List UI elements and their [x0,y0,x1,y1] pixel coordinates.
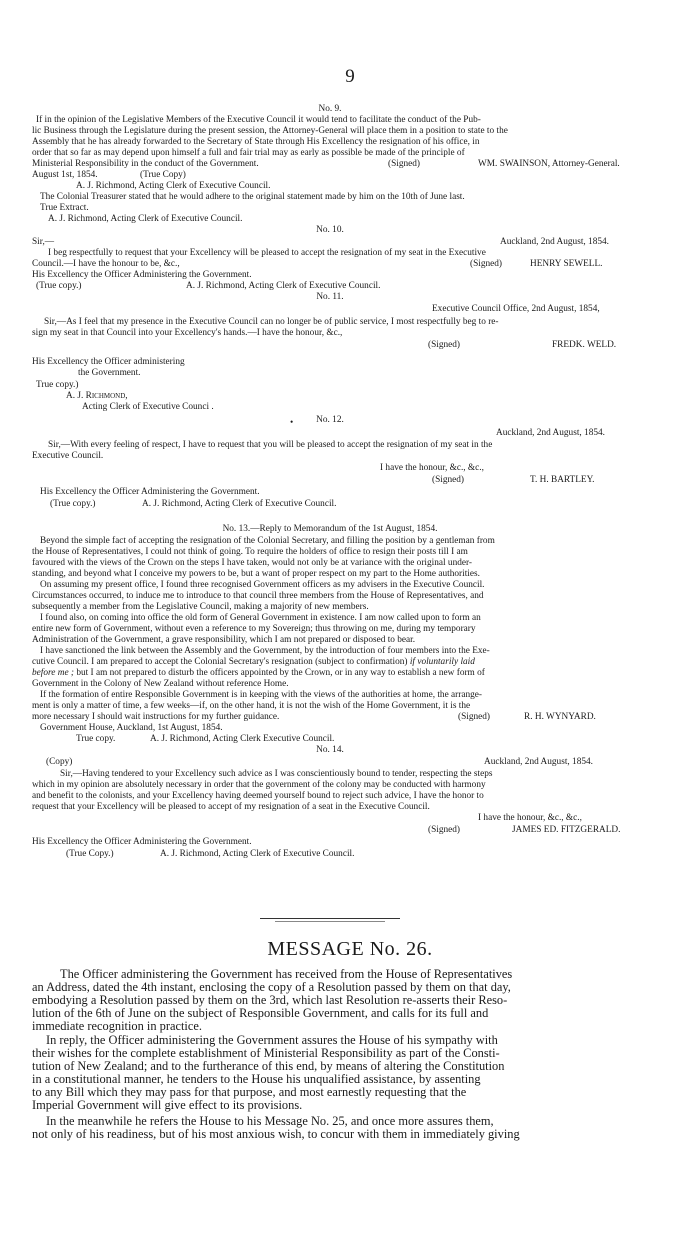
no14-clerk: A. J. Richmond, Acting Clerk of Executive Council. [160,849,355,859]
no11-signed: (Signed) [428,340,461,350]
no13-line [32,668,632,678]
no13-true-copy: True copy. [76,734,116,744]
message-line: their wishes for the complete establishment of Ministerial Responsibility as part of the Consti- [32,1046,500,1060]
no11-addressee: the Government. [78,368,141,378]
no13-line: I have sanctioned the link between the Assembly and the Government, by the introduction of four members into the Exe- [40,646,490,656]
no13-line: the House of Representatives, I could not think of going. To require the holders of office to resign their posts till I am [32,547,468,557]
no14-addressee: His Excellency the Officer Administering the Government. [32,837,252,847]
no13-line: Administration of the Government, a grave responsibility, which I am not prepared or disposed to bear. [32,635,416,645]
no13-line: entire new form of Government, without even a reference to my Sovereign; thus throwing on me, during my temporary [32,624,476,634]
message-line: to any Bill which they may pass for that purpose, and most earnestly requesting that the [32,1085,467,1099]
no9-date: August 1st, 1854. [32,170,98,180]
no11-clerk-title: Acting Clerk of Executive Counci . [82,402,214,412]
message-line: embodying a Resolution passed by them on the 3rd, which last Resolution re-asserts their Reso- [32,993,508,1007]
no10-line: I beg respectfully to request that your Excellency will be pleased to accept the resignation of my seat in the Executive [48,248,486,258]
no12-addressee: His Excellency the Officer Administering the Government. [40,487,260,497]
no9-true-copy: (True Copy) [140,170,186,180]
no14-date: Auckland, 2nd August, 1854. [484,757,593,767]
no13-text: but I am not prepared to disturb the officers appointed by the Crown, or in any way to establish a new form of [76,668,485,678]
no9-clerk: A. J. Richmond, Acting Clerk of Executive Council. [48,214,243,224]
no13-line: more necessary I should wait instructions for my further guidance. [32,712,280,722]
message-line: The Officer administering the Government has received from the House of Representatives [60,967,513,981]
message-line: tution of New Zealand; and to the furtherance of this end, by means of altering the Constitution [32,1059,505,1073]
no12-line: Executive Council. [32,451,104,461]
no13-line: subsequently a member from the Legislative Council, making a majority of new members. [32,602,369,612]
message-line: Imperial Government will give effect to its provisions. [32,1098,303,1112]
message-line: immediate recognition in practice. [32,1019,202,1033]
no9-treasurer: The Colonial Treasurer stated that he would adhere to the original statement made by him on the 10th of June last. [40,192,465,202]
no10-date: Auckland, 2nd August, 1854. [500,237,609,247]
no10-clerk: A. J. Richmond, Acting Clerk of Executive Council. [186,281,381,291]
no14-heading: No. 14. [316,745,344,755]
no13-line: Beyond the simple fact of accepting the resignation of the Colonial Secretary, and filling the position by a gentleman from [40,536,495,546]
no14-signatory: JAMES ED. FITZGERALD. [512,825,621,835]
no9-line: order that so far as may depend upon himself a full and fair trial may as early as possible be made of the principle of [32,148,465,158]
no13-line: I found also, on coming into office the old form of General Government in existence. I am now called upon to form an [40,613,481,623]
no14-closing: I have the honour, &c., &c., [478,813,582,823]
no14-line: and benefit to the colonists, and your Excellency having deemed yourself bound to reject such advice, I have the honor to [32,791,484,801]
no13-clerk: A. J. Richmond, Acting Clerk Executive Council. [150,734,335,744]
no11-line: Sir,—As I feel that my presence in the Executive Council can no longer be of public service, I most respectfully beg to re- [44,317,499,327]
no12-clerk: A. J. Richmond, Acting Clerk of Executive Council. [142,499,337,509]
no9-signed: (Signed) [388,159,421,169]
no13-text: cutive Council. I am prepared to accept the Colonial Secretary's resignation (subject to confirmation) [32,657,408,667]
no13-signatory: R. H. WYNYARD. [524,712,596,722]
message-line: lution of the 6th of June on the subject of Responsible Government, and calls for its full and [32,1006,489,1020]
no12-signatory: T. H. BARTLEY. [530,475,595,485]
no11-true-copy: True copy.) [36,380,79,390]
message-line: In reply, the Officer administering the Government assures the House of his sympathy with [46,1033,498,1047]
no14-line: Sir,—Having tendered to your Excellency such advice as I was conscientiously bound to tender, respecting the steps [60,769,493,779]
no10-addressee: His Excellency the Officer Administering the Government. [32,270,252,280]
no9-signatory: WM. SWAINSON, Attorney-General. [478,159,620,169]
no13-line: ment is only a matter of time, a few weeks—if, on the other hand, it is not the wish of the Home Government, it is the [32,701,471,711]
message-line: In the meanwhile he refers the House to his Message No. 25, and once more assures them, [46,1114,494,1128]
no9-clerk: A. J. Richmond, Acting Clerk of Executive Council. [76,181,271,191]
message-line: not only of his readiness, but of his most anxious wish, to concur with them in immediately giving [32,1127,520,1141]
no14-line: request that your Excellency will be pleased to accept of my resignation of a seat in the Executive Council. [32,802,430,812]
no13-line: If the formation of entire Responsible Government is in keeping with the views of the authorities at home, the arrange- [40,690,482,700]
no12-line: Sir,—With every feeling of respect, I have to request that you will be pleased to accept the resignation of my seat in the [48,440,493,450]
no13-line: Government in the Colony of New Zealand without reference Home. [32,679,289,689]
message-line: an Address, dated the 4th instant, enclosing the copy of a Resolution passed by them on that day, [32,980,511,994]
page-number: 9 [345,66,355,87]
no13-line: standing, and beyond what I conceive my powers to be, but a want of proper respect on my part to the Home authorities. [32,569,480,579]
no12-date: Auckland, 2nd August, 1854. [496,428,605,438]
no9-line: Assembly that he has already forwarded to the Secretary of State through His Excellency the resignation of his office, in [32,137,480,147]
no13-place-date: Government House, Auckland, 1st August, 1854. [40,723,223,733]
no14-line: which in my opinion are absolutely necessary in order that the government of the colony may be conducted with harmony [32,780,486,790]
no10-line: Council.—I have the honour to be, &c., [32,259,180,269]
no13-line: favoured with the views of the Crown on the steps I have taken, would not only be at variance with the original under- [32,558,473,568]
no10-heading: No. 10. [316,225,344,235]
no13-italic: if voluntarily laid [409,657,475,667]
no11-line: sign my seat in that Council into your Excellency's hands.—I have the honour, &c., [32,328,343,338]
no10-salutation: Sir,— [32,237,55,247]
section-divider [275,921,385,922]
section-divider [260,918,400,919]
ornament: • [290,418,294,428]
no14-signed: (Signed) [428,825,461,835]
no14-true-copy: (True Copy.) [66,849,114,859]
message-heading: MESSAGE No. 26. [267,938,433,960]
no13-heading: No. 13.—Reply to Memorandum of the 1st August, 1854. [222,524,438,534]
no12-closing: I have the honour, &c., &c., [380,463,484,473]
message-line: in a constitutional manner, he tenders to the House his unqualified assistance, by assenting [32,1072,481,1086]
no9-line: If in the opinion of the Legislative Members of the Executive Council it would tend to facilitate the conduct of the Pub- [36,115,481,125]
no11-addressee: His Excellency the Officer administering [32,357,185,367]
no13-line: On assuming my present office, I found three recognised Government officers as my advisers in the Executive Council. [40,580,485,590]
no13-line: Circumstances occurred, to induce me to introduce to that council three members from the House of Representatives, and [32,591,484,601]
no9-line: Ministerial Responsibility in the conduct of the Government. [32,159,259,169]
no9-true-extract: True Extract. [40,203,89,213]
no11-signatory: FREDK. WELD. [552,340,617,350]
no10-signed: (Signed) [470,259,503,269]
no13-line [32,657,632,667]
no11-clerk-name: A. J. Richmond, [66,391,128,401]
no11-date: Executive Council Office, 2nd August, 1854, [432,304,600,314]
no12-heading: No. 12. [316,415,344,425]
no14-copy: (Copy) [46,757,73,767]
no10-true-copy: (True copy.) [36,281,82,291]
no9-heading: No. 9. [318,104,342,114]
no12-true-copy: (True copy.) [50,499,96,509]
no13-signed: (Signed) [458,712,491,722]
no10-signatory: HENRY SEWELL. [530,259,603,269]
no9-line: lic Business through the Legislature during the present session, the Attorney-General will place them in a position to state to the [32,126,508,136]
no13-italic: before me ; [32,668,74,678]
no12-signed: (Signed) [432,475,465,485]
no11-heading: No. 11. [316,292,344,302]
